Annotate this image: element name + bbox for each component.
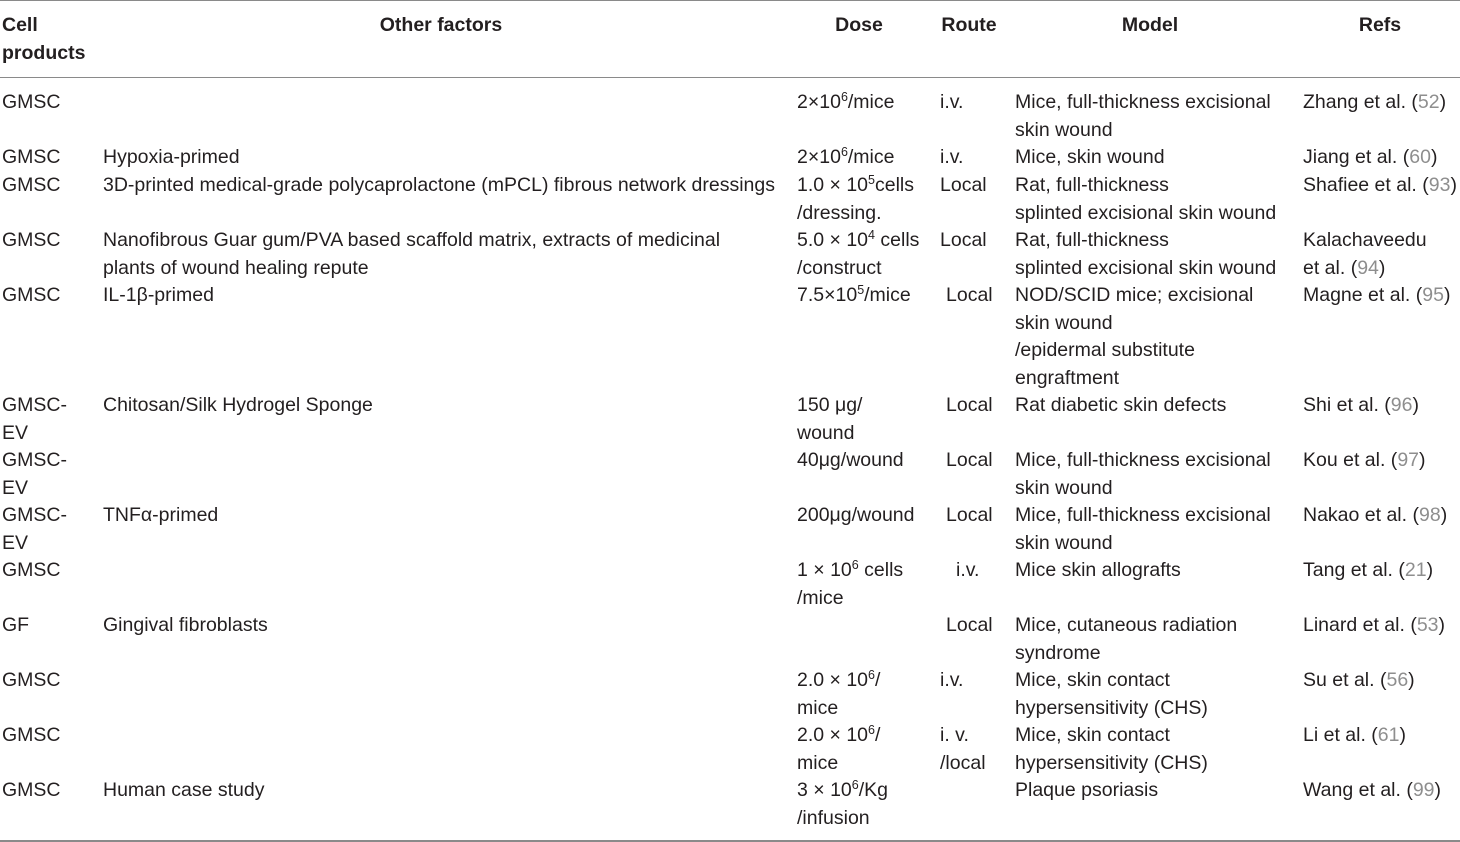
- dose-cell: [797, 282, 911, 310]
- other-factors-cell: [103, 172, 775, 200]
- table-header-rule: [0, 77, 1460, 78]
- cell-product-line: EV: [2, 421, 29, 444]
- cell-product-line: GF: [2, 614, 30, 636]
- dose-line: [797, 227, 919, 255]
- other-factors-cell: [103, 392, 373, 420]
- other-factors-cell: [103, 227, 720, 282]
- model-line: Plaque psoriasis: [1015, 779, 1159, 801]
- model-cell: [1015, 667, 1208, 722]
- cell-product-line: GMSC-: [2, 504, 67, 526]
- cell-product: [2, 282, 61, 310]
- reference-line: [1303, 255, 1427, 283]
- cell-product-line: GMSC: [2, 284, 61, 306]
- reference-close-paren: ): [1426, 559, 1434, 581]
- header-cell-products-line2: products: [2, 41, 86, 64]
- dose-line: [797, 255, 919, 283]
- reference-author: Su et al. (: [1303, 669, 1387, 691]
- dose-line: [797, 392, 862, 420]
- cell-product-line: GMSC: [2, 229, 61, 251]
- cell-product: [2, 502, 67, 557]
- model-line: Mice skin allografts: [1015, 559, 1181, 581]
- dose-text: 3 × 10: [797, 779, 852, 801]
- reference-number: 61: [1377, 724, 1400, 746]
- reference-line: [1303, 172, 1457, 200]
- dose-cell: [797, 722, 880, 777]
- reference-cell: [1303, 392, 1419, 420]
- other-factors-cell: [103, 777, 265, 805]
- dose-text: /mice: [864, 284, 911, 306]
- model-line: NOD/SCID mice; excisional: [1015, 284, 1254, 306]
- model-line: skin wound: [1015, 476, 1113, 499]
- route-line: i.v.: [940, 146, 964, 168]
- dose-line: [797, 172, 914, 200]
- dose-line: [797, 447, 904, 475]
- dose-text: /construct: [797, 256, 882, 279]
- model-cell: [1015, 612, 1237, 667]
- model-line: Mice, cutaneous radiation: [1015, 614, 1238, 636]
- model-line: Rat diabetic skin defects: [1015, 394, 1227, 416]
- reference-line: [1303, 612, 1445, 640]
- dose-cell: [797, 89, 894, 117]
- dose-cell: [797, 777, 888, 832]
- reference-cell: [1303, 144, 1437, 172]
- reference-number: 52: [1417, 91, 1440, 113]
- reference-line: [1303, 502, 1447, 530]
- reference-cell: [1303, 557, 1433, 585]
- cell-product: [2, 227, 61, 255]
- model-cell: [1015, 144, 1165, 172]
- dose-line: [797, 777, 888, 805]
- route-cell: [946, 447, 993, 475]
- table-top-rule: [0, 0, 1460, 1]
- header-refs: Refs: [1358, 14, 1402, 36]
- reference-cell: [1303, 282, 1450, 310]
- dose-text: 2×10: [797, 91, 841, 113]
- reference-cell: [1303, 722, 1406, 750]
- model-cell: [1015, 722, 1208, 777]
- reference-author-cont: et al. (: [1303, 256, 1358, 279]
- header-cell-products-line1: Cell: [2, 14, 38, 36]
- dose-text: /mice: [847, 146, 895, 168]
- dose-exponent: 5: [868, 173, 875, 187]
- cell-product-line: GMSC: [2, 724, 61, 746]
- model-line: Mice, full-thickness excisional: [1015, 504, 1271, 526]
- reference-close-paren: ): [1430, 146, 1438, 168]
- reference-number: 97: [1397, 449, 1420, 471]
- dose-exponent: 6: [840, 145, 848, 159]
- other-factors-line: Hypoxia-primed: [103, 146, 240, 168]
- route-line: Local: [940, 229, 987, 251]
- route-cell: [940, 144, 963, 172]
- model-line: Mice, full-thickness excisional: [1015, 449, 1271, 471]
- reference-line: [1303, 227, 1427, 255]
- model-cell: [1015, 172, 1276, 227]
- reference-line: [1303, 392, 1419, 420]
- reference-cell: [1303, 447, 1426, 475]
- dose-text: /mice: [847, 91, 895, 113]
- other-factors-cell: [103, 502, 218, 530]
- dose-line: [797, 667, 880, 695]
- cell-product: [2, 667, 61, 695]
- cell-product-line: GMSC: [2, 91, 61, 113]
- header-route: Route: [941, 14, 997, 36]
- cell-product: [2, 612, 29, 640]
- model-line: Mice, skin contact: [1015, 724, 1170, 746]
- cell-product-line: GMSC: [2, 669, 61, 691]
- cell-product-line: GMSC: [2, 779, 61, 801]
- dose-exponent: 5: [857, 283, 865, 297]
- dose-line: [797, 722, 880, 750]
- model-line: skin wound: [1015, 531, 1113, 554]
- dose-text: cells: [874, 229, 920, 251]
- dose-text: 1.0 × 10: [797, 174, 869, 196]
- reference-line: [1303, 777, 1441, 805]
- dose-text: /dressing.: [797, 201, 882, 224]
- model-line: skin wound: [1015, 311, 1113, 334]
- route-line: i.v.: [940, 669, 964, 691]
- route-cell: [940, 172, 987, 200]
- reference-cell: [1303, 502, 1447, 530]
- dose-exponent: 6: [868, 668, 875, 682]
- dose-text: /: [874, 724, 881, 746]
- cell-product-line: GMSC-: [2, 394, 67, 416]
- reference-close-paren: ): [1440, 504, 1448, 526]
- cell-product-line: GMSC-: [2, 449, 67, 471]
- route-line: Local: [940, 174, 987, 196]
- model-cell: [1015, 447, 1271, 502]
- dose-line: [797, 200, 914, 228]
- reference-author: Linard et al. (: [1303, 614, 1417, 636]
- reference-number: 96: [1390, 394, 1413, 416]
- model-line: hypersensitivity (CHS): [1015, 696, 1208, 719]
- reference-cell: [1303, 612, 1445, 640]
- dose-cell: [797, 172, 914, 227]
- dose-exponent: 6: [868, 723, 875, 737]
- dose-text: mice: [797, 696, 839, 719]
- dose-line: [797, 144, 894, 172]
- reference-close-paren: ): [1419, 449, 1426, 471]
- model-line: Mice, skin contact: [1015, 669, 1170, 691]
- dose-text: 150 μg/: [797, 394, 863, 416]
- reference-close-paren: ): [1412, 394, 1419, 416]
- route-line: /local: [940, 751, 986, 774]
- dose-text: 2.0 × 10: [797, 724, 869, 746]
- reference-author: Jiang et al. (: [1303, 146, 1410, 168]
- other-factors-cell: [103, 282, 214, 310]
- reference-cell: [1303, 172, 1457, 200]
- cell-product: [2, 144, 61, 172]
- dose-cell: [797, 557, 903, 612]
- dose-text: /Kg: [858, 779, 888, 801]
- reference-line: [1303, 144, 1437, 172]
- other-factors-line: TNFα-primed: [103, 504, 219, 526]
- dose-exponent: 4: [868, 228, 875, 242]
- route-cell: [946, 392, 993, 420]
- other-factors-cell: [103, 144, 240, 172]
- header-dose: Dose: [835, 14, 883, 36]
- other-factors-line: Nanofibrous Guar gum/PVA based scaffold matrix, extracts of medicinal: [103, 229, 721, 251]
- dose-line: [797, 89, 894, 117]
- header-cell-products: [2, 12, 85, 67]
- model-cell: [1015, 392, 1226, 420]
- reference-close-paren: ): [1439, 91, 1447, 113]
- reference-author: Wang et al. (: [1303, 779, 1413, 801]
- model-line: Rat, full-thickness: [1015, 229, 1169, 251]
- reference-number: 53: [1416, 614, 1439, 636]
- reference-close-paren: ): [1450, 174, 1457, 196]
- header-other-factors: Other factors: [379, 14, 503, 36]
- cell-product-line: EV: [2, 531, 29, 554]
- dose-text: 2×10: [797, 146, 841, 168]
- route-line: Local: [946, 504, 993, 526]
- other-factors-line: 3D-printed medical-grade polycaprolactone (mPCL) fibrous network dressings: [103, 174, 775, 196]
- dose-line: [797, 420, 862, 448]
- other-factors-line: plants of wound healing repute: [103, 256, 369, 279]
- route-line: i.v.: [956, 559, 980, 581]
- reference-line: [1303, 447, 1426, 475]
- model-line: syndrome: [1015, 641, 1101, 664]
- reference-author: Tang et al. (: [1303, 559, 1405, 581]
- reference-cell: [1303, 667, 1415, 695]
- model-cell: [1015, 502, 1271, 557]
- route-cell: [940, 667, 963, 695]
- reference-cell: [1303, 777, 1441, 805]
- dose-text: 5.0 × 10: [797, 229, 869, 251]
- cell-product: [2, 447, 67, 502]
- dose-text: /: [874, 669, 881, 691]
- route-line: i. v.: [940, 724, 969, 746]
- dose-exponent: 6: [851, 558, 859, 572]
- dose-line: [797, 557, 903, 585]
- other-factors-cell: [103, 612, 268, 640]
- reference-author: Li et al. (: [1303, 724, 1378, 746]
- dose-text: 200μg/wound: [797, 504, 915, 526]
- model-line: /epidermal substitute: [1015, 339, 1195, 361]
- other-factors-line: Gingival fibroblasts: [103, 614, 268, 636]
- dose-line: [797, 585, 903, 613]
- dose-line: [797, 805, 888, 833]
- reference-author: Kalachaveedu: [1303, 229, 1427, 251]
- reference-number: 94: [1357, 256, 1379, 279]
- cell-product: [2, 89, 61, 117]
- reference-number: 21: [1404, 559, 1427, 581]
- route-cell: [946, 612, 993, 640]
- cell-product: [2, 777, 61, 805]
- reference-author: Magne et al. (: [1303, 284, 1423, 306]
- model-line: Mice, full-thickness excisional: [1015, 91, 1271, 113]
- reference-number: 60: [1409, 146, 1431, 168]
- reference-number: 95: [1422, 284, 1444, 306]
- model-line: engraftment: [1015, 366, 1120, 389]
- cell-product-line: EV: [2, 476, 29, 499]
- dose-line: [797, 502, 915, 530]
- model-cell: [1015, 282, 1253, 392]
- dose-cell: [797, 667, 880, 722]
- reference-number: 56: [1386, 669, 1409, 691]
- reference-close-paren: ): [1434, 779, 1442, 801]
- route-cell: [946, 502, 993, 530]
- dose-text: mice: [797, 751, 839, 774]
- route-line: i.v.: [940, 91, 964, 113]
- cell-product-line: GMSC: [2, 559, 61, 581]
- model-line: hypersensitivity (CHS): [1015, 751, 1208, 774]
- reference-author: Zhang et al. (: [1303, 91, 1418, 113]
- reference-number: 98: [1418, 504, 1441, 526]
- reference-author: Shafiee et al. (: [1303, 174, 1429, 196]
- other-factors-line: IL-1β-primed: [103, 284, 214, 306]
- route-line: Local: [946, 449, 993, 471]
- reference-close-paren: ): [1443, 284, 1451, 306]
- route-cell: [956, 557, 979, 585]
- dose-text: /mice: [797, 586, 844, 609]
- dose-text: wound: [797, 421, 855, 444]
- model-line: Rat, full-thickness: [1015, 174, 1169, 196]
- dose-cell: [797, 447, 904, 475]
- dose-text: 7.5×10: [797, 284, 858, 306]
- route-line: Local: [946, 614, 993, 636]
- cell-product-line: GMSC: [2, 174, 61, 196]
- dose-text: 40μg/wound: [797, 449, 904, 471]
- cell-product: [2, 722, 61, 750]
- dose-line: [797, 750, 880, 778]
- model-cell: [1015, 557, 1181, 585]
- cell-product-line: GMSC: [2, 146, 61, 168]
- reference-number: 93: [1428, 174, 1451, 196]
- model-line: skin wound: [1015, 118, 1113, 141]
- dose-cell: [797, 502, 915, 530]
- header-model: Model: [1121, 14, 1179, 36]
- dose-exponent: 6: [851, 778, 859, 792]
- dose-line: [797, 282, 911, 310]
- model-line: splinted excisional skin wound: [1015, 256, 1277, 279]
- dose-text: cells: [874, 174, 914, 196]
- reference-close-paren: ): [1399, 724, 1406, 746]
- model-line: splinted excisional skin wound: [1015, 201, 1277, 224]
- dose-cell: [797, 392, 862, 447]
- reference-author: Nakao et al. (: [1303, 504, 1419, 526]
- dose-cell: [797, 227, 919, 282]
- model-cell: [1015, 227, 1276, 282]
- other-factors-line: Chitosan/Silk Hydrogel Sponge: [103, 394, 373, 416]
- reference-author: Kou et al. (: [1303, 449, 1398, 471]
- route-cell: [940, 722, 986, 777]
- dose-text: 2.0 × 10: [797, 669, 869, 691]
- reference-cell: [1303, 227, 1427, 282]
- route-cell: [946, 282, 993, 310]
- dose-cell: [797, 144, 894, 172]
- other-factors-line: Human case study: [103, 779, 265, 801]
- cell-product: [2, 557, 61, 585]
- model-cell: [1015, 777, 1158, 805]
- reference-close-paren: ): [1438, 614, 1446, 636]
- dose-line: [797, 695, 880, 723]
- reference-line: [1303, 722, 1406, 750]
- dose-exponent: 6: [840, 90, 848, 104]
- reference-close-paren: ): [1408, 669, 1415, 691]
- reference-line: [1303, 557, 1433, 585]
- reference-line: [1303, 667, 1415, 695]
- route-cell: [940, 227, 987, 255]
- reference-number: 99: [1412, 779, 1435, 801]
- reference-line: [1303, 89, 1446, 117]
- reference-author: Shi et al. (: [1303, 394, 1391, 416]
- dose-text: cells: [858, 559, 904, 581]
- dose-text: /infusion: [797, 806, 870, 829]
- cell-product: [2, 392, 67, 447]
- route-line: Local: [946, 284, 993, 306]
- route-line: Local: [946, 394, 993, 416]
- route-cell: [940, 89, 963, 117]
- cell-product: [2, 172, 61, 200]
- dose-text: 1 × 10: [797, 559, 852, 581]
- model-cell: [1015, 89, 1271, 144]
- reference-close-paren: ): [1378, 256, 1386, 279]
- model-line: Mice, skin wound: [1015, 146, 1165, 168]
- reference-line: [1303, 282, 1450, 310]
- reference-cell: [1303, 89, 1446, 117]
